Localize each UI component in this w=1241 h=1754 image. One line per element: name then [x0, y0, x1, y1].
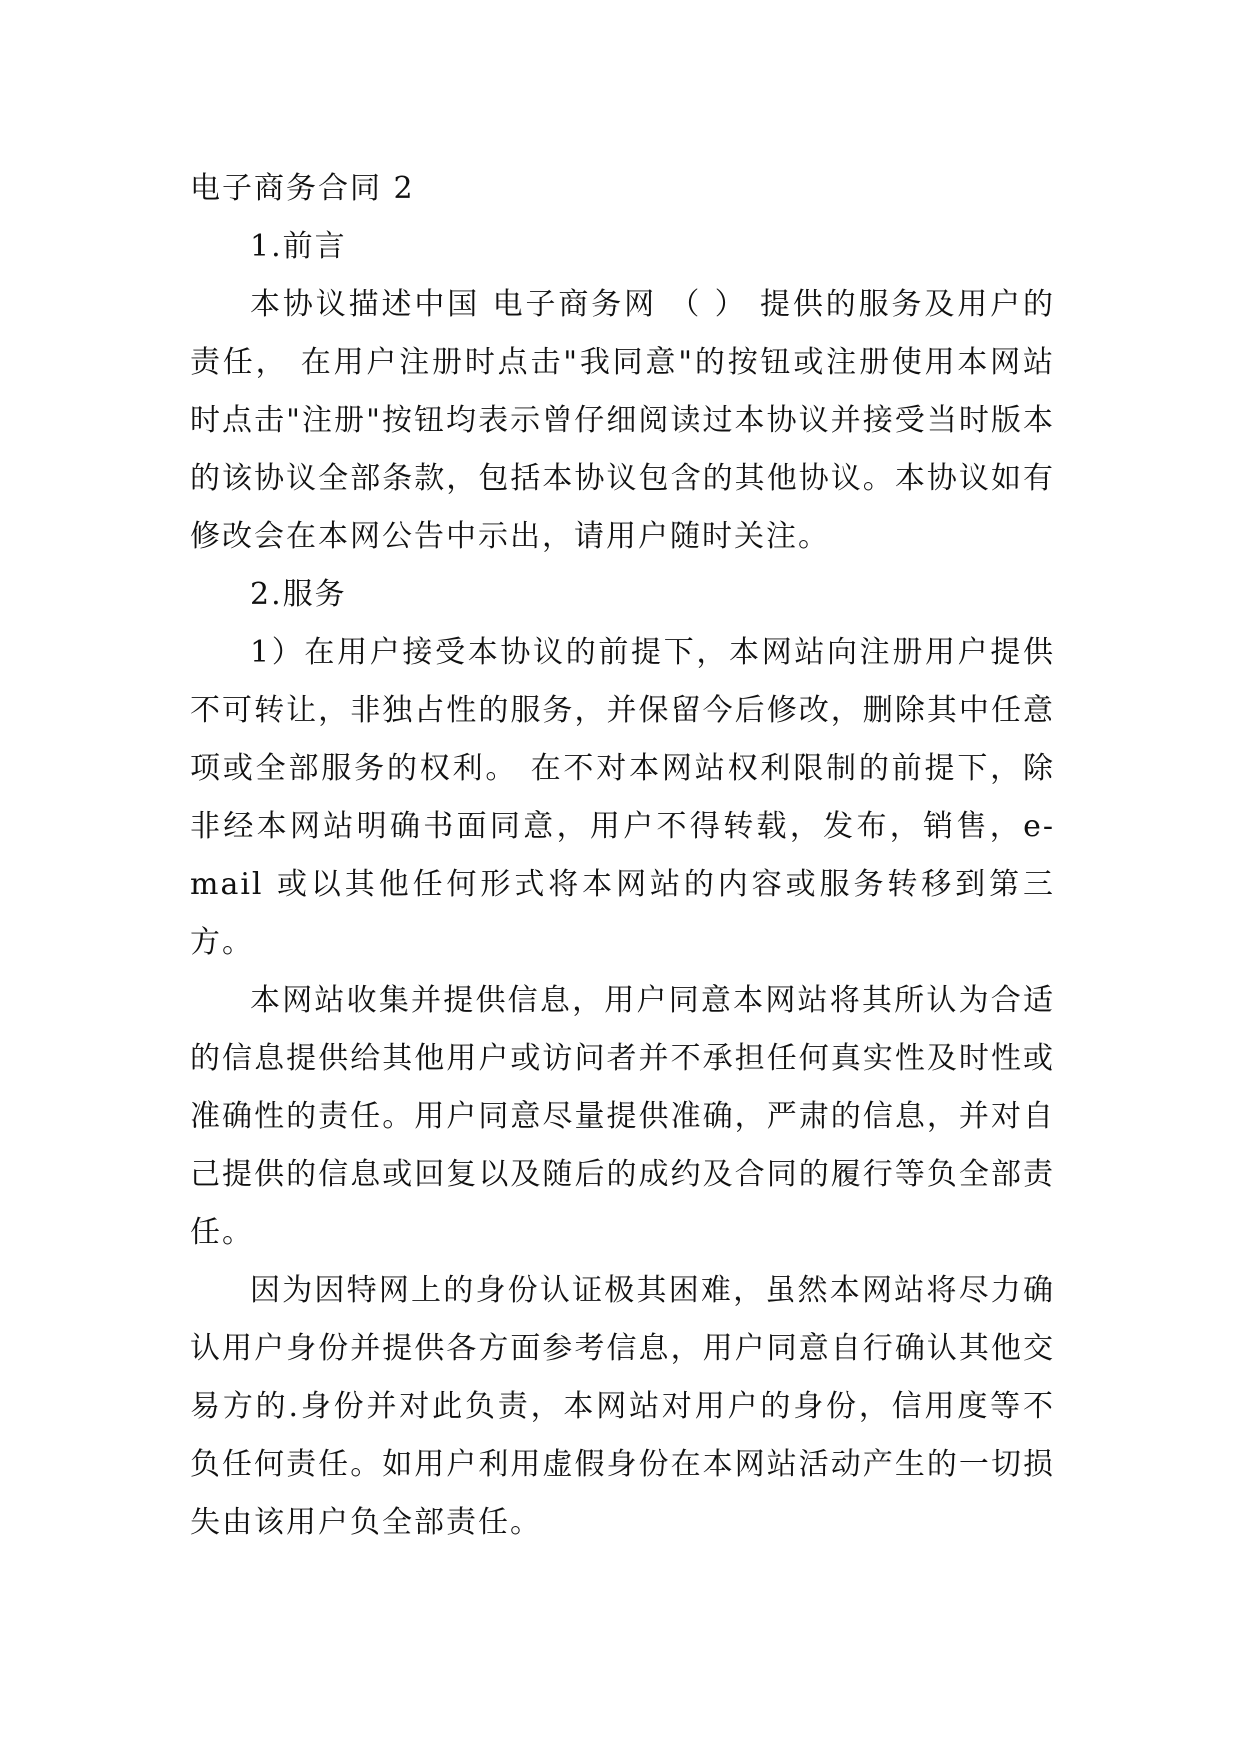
preface-paragraph: 本协议描述中国 电子商务网 （ ） 提供的服务及用户的责任， 在用户注册时点击"我同意"的按钮或注册使用本网站时点击"注册"按钮均表示曾仔细阅读过本协议并接受当时版本的该协议全部条款，包括本协议包含的其他协议。本协议如有修改会在本网公告中示出，请用户随时关注。 — [190, 287, 1055, 554]
section-heading-preface: 1.前言 — [250, 229, 347, 264]
service-paragraph-2: 本网站收集并提供信息，用户同意本网站将其所认为合适的信息提供给其他用户或访问者并不承担任何真实性及时性或准确性的责任。用户同意尽量提供准确，严肃的信息，并对自己提供的信息或回复以及随后的成约及合同的履行等负全部责任。 — [190, 983, 1055, 1250]
document-body — [190, 160, 1055, 1552]
service-paragraph-1: 1）在用户接受本协议的前提下，本网站向注册用户提供不可转让，非独占性的服务，并保留今后修改，删除其中任意项或全部服务的权利。 在不对本网站权利限制的前提下，除非经本网站明确书面同意，用户不得转载，发布，销售，e-mail 或以其他任何形式将本网站的内容或服务转移到第三方。 — [190, 635, 1055, 960]
section-heading-service: 2.服务 — [250, 577, 347, 612]
service-paragraph-3: 因为因特网上的身份认证极其困难，虽然本网站将尽力确认用户身份并提供各方面参考信息，用户同意自行确认其他交易方的.身份并对此负责，本网站对用户的身份，信用度等不负任何责任。如用户利用虚假身份在本网站活动产生的一切损失由该用户负全部责任。 — [190, 1273, 1055, 1540]
document-title: 电子商务合同 2 — [190, 171, 415, 206]
